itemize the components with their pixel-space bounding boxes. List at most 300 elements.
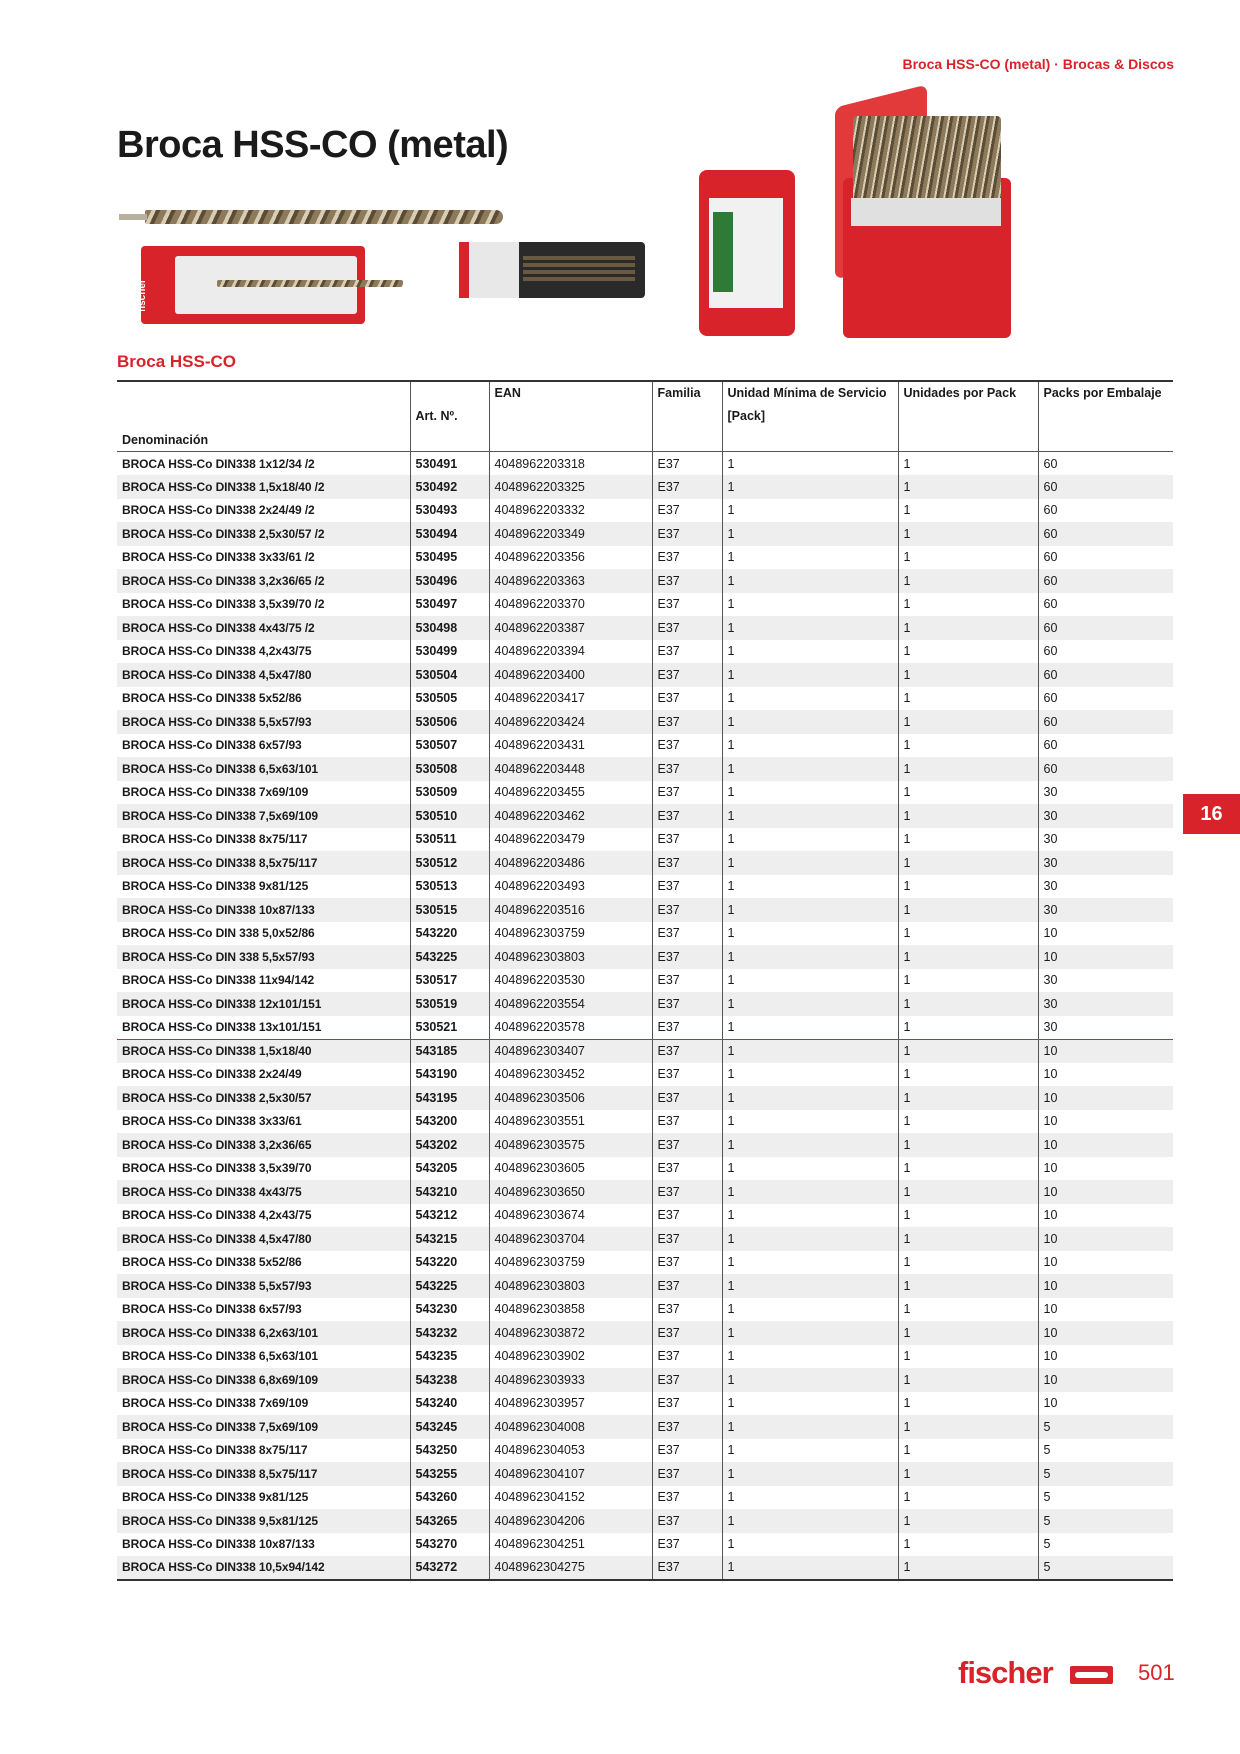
unidad-minima-cell: 1: [722, 1016, 898, 1040]
denominacion-cell: BROCA HSS-Co DIN338 11x94/142: [117, 969, 410, 993]
denominacion-cell: BROCA HSS-Co DIN338 7,5x69/109: [117, 1415, 410, 1439]
table-row: [117, 616, 1173, 640]
art-number-cell: 543220: [410, 1251, 489, 1275]
table-row: [117, 851, 1173, 875]
unidad-minima-cell: 1: [722, 828, 898, 852]
art-number-cell: 530508: [410, 757, 489, 781]
unidades-pack-cell: 1: [898, 1157, 1038, 1181]
table-row: [117, 1392, 1173, 1416]
ean-cell: 4048962303759: [489, 1251, 652, 1275]
denominacion-cell: BROCA HSS-Co DIN338 12x101/151: [117, 992, 410, 1016]
unidades-pack-cell: 1: [898, 1086, 1038, 1110]
ean-cell: 4048962303858: [489, 1298, 652, 1322]
familia-cell: E37: [652, 1321, 722, 1345]
ean-cell: 4048962203387: [489, 616, 652, 640]
table-row: [117, 499, 1173, 523]
table-row: [117, 922, 1173, 946]
table-row: [117, 1063, 1173, 1087]
art-number-cell: 543230: [410, 1298, 489, 1322]
table-row: [117, 1439, 1173, 1463]
brand-logo-icon: [1070, 1666, 1113, 1684]
unidad-minima-cell: 1: [722, 1368, 898, 1392]
blister-pack-image: [137, 246, 365, 324]
ean-cell: 4048962304251: [489, 1533, 652, 1557]
art-number-cell: 530515: [410, 898, 489, 922]
table-row: [117, 1486, 1173, 1510]
unidades-pack-cell: 1: [898, 828, 1038, 852]
ean-cell: 4048962303506: [489, 1086, 652, 1110]
unidad-minima-cell: 1: [722, 1227, 898, 1251]
page-title: Broca HSS-CO (metal): [117, 124, 509, 166]
packs-embalaje-cell: 60: [1038, 475, 1173, 499]
familia-cell: E37: [652, 1157, 722, 1181]
table-row: [117, 687, 1173, 711]
packs-embalaje-cell: 60: [1043, 738, 1058, 753]
table-row: [117, 1274, 1173, 1298]
familia-cell: E37: [652, 710, 722, 734]
table-row: [117, 945, 1173, 969]
ean-cell: 4048962203479: [489, 828, 652, 852]
familia-cell: E37: [652, 1462, 722, 1486]
familia-cell: E37: [652, 1086, 722, 1110]
packs-embalaje-cell: 60: [1038, 757, 1173, 781]
header-art: Art. Nº.: [410, 405, 489, 429]
unidades-pack-cell: 1: [898, 1415, 1038, 1439]
table-row: [117, 757, 1173, 781]
product-images: [117, 100, 1017, 350]
table-row: [117, 804, 1173, 828]
unidad-minima-cell: 1: [722, 1556, 898, 1580]
denominacion-cell: BROCA HSS-Co DIN338 4,5x47/80: [117, 663, 410, 687]
familia-cell: E37: [652, 1298, 722, 1322]
packs-embalaje-cell: 60: [1038, 569, 1173, 593]
table-row: [117, 1110, 1173, 1134]
denominacion-cell: BROCA HSS-Co DIN338 7x69/109: [117, 1392, 410, 1416]
ean-cell: 4048962303452: [489, 1063, 652, 1087]
product-table: [117, 380, 1173, 1581]
art-number-cell: 543205: [410, 1157, 489, 1181]
packs-embalaje-cell: 60: [1038, 710, 1173, 734]
art-number-cell: 530521: [410, 1016, 489, 1040]
denominacion-cell: BROCA HSS-Co DIN338 5x52/86: [117, 687, 410, 711]
ean-cell: 4048962203455: [489, 781, 652, 805]
ean-cell: 4048962203578: [489, 1016, 652, 1040]
packs-embalaje-cell: 10: [1043, 1302, 1058, 1317]
art-number-cell: 543210: [410, 1180, 489, 1204]
art-number-cell: 543220: [410, 922, 489, 946]
familia-cell: E37: [652, 828, 722, 852]
art-number-cell: 530507: [410, 734, 489, 758]
art-number-cell: 543260: [410, 1486, 489, 1510]
denominacion-cell: BROCA HSS-Co DIN 338 5,0x52/86: [117, 922, 410, 946]
packs-embalaje-cell: 10: [1043, 1161, 1058, 1176]
metal-case-tray: [851, 198, 1001, 226]
table-row: [117, 1039, 1173, 1063]
familia-cell: E37: [652, 1063, 722, 1087]
unidad-minima-cell: 1: [722, 734, 898, 758]
denominacion-cell: BROCA HSS-Co DIN338 3x33/61: [117, 1110, 410, 1134]
packs-embalaje-cell: 5: [1038, 1415, 1173, 1439]
table-row: [117, 1227, 1173, 1251]
ean-cell: 4048962303933: [489, 1368, 652, 1392]
art-number-cell: 530497: [410, 593, 489, 617]
denominacion-cell: BROCA HSS-Co DIN338 8x75/117: [117, 828, 410, 852]
blister-drill-bit: [217, 280, 403, 287]
denominacion-cell: BROCA HSS-Co DIN338 10,5x94/142: [117, 1556, 410, 1580]
unidades-pack-cell: 1: [898, 1368, 1038, 1392]
unidades-pack-cell: 1: [898, 710, 1038, 734]
unidad-minima-cell: 1: [722, 1086, 898, 1110]
header-cell-empty: [489, 405, 652, 429]
unidad-minima-cell: 1: [722, 1533, 898, 1557]
table-row: [117, 1415, 1173, 1439]
packs-embalaje-cell: 10: [1038, 1180, 1173, 1204]
unidades-pack-cell: 1: [898, 804, 1038, 828]
familia-cell: E37: [652, 616, 722, 640]
page-number: 501: [1138, 1660, 1175, 1685]
denominacion-cell: BROCA HSS-Co DIN338 8x75/117: [117, 1439, 410, 1463]
familia-cell: E37: [652, 1439, 722, 1463]
familia-cell: E37: [652, 804, 722, 828]
ean-cell: 4048962203431: [489, 734, 652, 758]
familia-cell: E37: [652, 781, 722, 805]
unidades-pack-cell: 1: [898, 851, 1038, 875]
art-number-cell: 543250: [410, 1439, 489, 1463]
unidad-minima-cell: 1: [722, 1039, 898, 1063]
art-number-cell: 530492: [410, 475, 489, 499]
unidad-minima-cell: 1: [722, 1392, 898, 1416]
familia-cell: E37: [652, 1345, 722, 1369]
table-row: [117, 1157, 1173, 1181]
packs-embalaje-cell: 10: [1043, 926, 1058, 941]
packs-embalaje-cell: 10: [1038, 1133, 1173, 1157]
brand-logo: fischer: [958, 1655, 1053, 1690]
unidad-minima-cell: 1: [722, 475, 898, 499]
art-number-cell: 530519: [410, 992, 489, 1016]
denominacion-cell: BROCA HSS-Co DIN338 9,5x81/125: [117, 1509, 410, 1533]
table-row: [117, 546, 1173, 570]
unidades-pack-cell: 1: [898, 922, 1038, 946]
table-row: [117, 898, 1173, 922]
unidad-minima-cell: 1: [722, 969, 898, 993]
table-row: [117, 663, 1173, 687]
unidades-pack-cell: 1: [898, 1392, 1038, 1416]
table-row: [117, 1251, 1173, 1275]
unidades-pack-cell: 1: [898, 1133, 1038, 1157]
table-row: [117, 1345, 1173, 1369]
ean-cell: 4048962303803: [489, 945, 652, 969]
denominacion-cell: BROCA HSS-Co DIN338 1x12/34 /2: [117, 452, 410, 476]
unidad-minima-cell: 1: [722, 898, 898, 922]
table-row: [117, 1556, 1173, 1580]
art-number-cell: 543225: [410, 945, 489, 969]
ean-cell: 4048962303872: [489, 1321, 652, 1345]
unidades-pack-cell: 1: [898, 687, 1038, 711]
ean-cell: 4048962203394: [489, 640, 652, 664]
packs-embalaje-cell: 30: [1038, 898, 1173, 922]
unidad-minima-cell: 1: [722, 1157, 898, 1181]
packs-embalaje-cell: 10: [1038, 1086, 1173, 1110]
table-row: [117, 1509, 1173, 1533]
unidades-pack-cell: 1: [898, 522, 1038, 546]
unidades-pack-cell: 1: [898, 969, 1038, 993]
ean-cell: 4048962203424: [489, 710, 652, 734]
table-row: [117, 875, 1173, 899]
header-cell-empty: [652, 428, 722, 452]
table-row: [117, 828, 1173, 852]
familia-cell: E37: [652, 687, 722, 711]
art-number-cell: 543202: [410, 1133, 489, 1157]
art-number-cell: 543215: [410, 1227, 489, 1251]
denominacion-cell: BROCA HSS-Co DIN338 10x87/133: [117, 898, 410, 922]
denominacion-cell: BROCA HSS-Co DIN338 9x81/125: [117, 1486, 410, 1510]
familia-cell: E37: [652, 969, 722, 993]
ean-cell: 4048962203400: [489, 663, 652, 687]
art-number-cell: 530495: [410, 546, 489, 570]
art-number-cell: 530506: [410, 710, 489, 734]
ean-cell: 4048962203417: [489, 687, 652, 711]
denominacion-cell: BROCA HSS-Co DIN338 4,5x47/80: [117, 1227, 410, 1251]
art-number-cell: 530513: [410, 875, 489, 899]
unidad-minima-cell: 1: [722, 1133, 898, 1157]
ean-cell: 4048962203349: [489, 522, 652, 546]
denominacion-cell: BROCA HSS-Co DIN338 3,2x36/65: [117, 1133, 410, 1157]
header-unidades-pack: Unidades por Pack: [898, 381, 1038, 405]
packs-embalaje-cell: 10: [1043, 1067, 1058, 1082]
denominacion-cell: BROCA HSS-Co DIN338 6,2x63/101: [117, 1321, 410, 1345]
table-row: [117, 1204, 1173, 1228]
packs-embalaje-cell: 10: [1043, 1255, 1058, 1270]
ean-cell: 4048962203363: [489, 569, 652, 593]
ean-cell: 4048962304152: [489, 1486, 652, 1510]
art-number-cell: 543240: [410, 1392, 489, 1416]
ean-cell: 4048962304053: [489, 1439, 652, 1463]
unidad-minima-cell: 1: [722, 569, 898, 593]
ean-cell: 4048962303957: [489, 1392, 652, 1416]
ean-cell: 4048962203530: [489, 969, 652, 993]
art-number-cell: 530499: [410, 640, 489, 664]
denominacion-cell: BROCA HSS-Co DIN338 7,5x69/109: [117, 804, 410, 828]
art-number-cell: 530498: [410, 616, 489, 640]
header-denominacion: Denominación: [117, 428, 410, 452]
denominacion-cell: BROCA HSS-Co DIN 338 5,5x57/93: [117, 945, 410, 969]
table-header-row: [117, 428, 1173, 452]
unidades-pack-cell: 1: [898, 781, 1038, 805]
unidades-pack-cell: 1: [898, 1016, 1038, 1040]
unidad-minima-cell: 1: [722, 851, 898, 875]
unidades-pack-cell: 1: [898, 1533, 1038, 1557]
unidad-minima-cell: 1: [722, 640, 898, 664]
denominacion-cell: BROCA HSS-Co DIN338 5x52/86: [117, 1251, 410, 1275]
packs-embalaje-cell: 10: [1043, 1114, 1058, 1129]
packs-embalaje-cell: 60: [1043, 456, 1058, 471]
table-header-row: [117, 405, 1173, 429]
table-row: [117, 475, 1173, 499]
unidades-pack-cell: 1: [898, 475, 1038, 499]
unidades-pack-cell: 1: [898, 452, 1038, 476]
ean-cell: 4048962203448: [489, 757, 652, 781]
denominacion-cell: BROCA HSS-Co DIN338 8,5x75/117: [117, 851, 410, 875]
packs-embalaje-cell: 10: [1038, 1321, 1173, 1345]
plastic-pack-image: [459, 242, 645, 298]
packs-embalaje-cell: 30: [1043, 973, 1058, 988]
packs-embalaje-cell: 5: [1043, 1490, 1051, 1505]
denominacion-cell: BROCA HSS-Co DIN338 3,2x36/65 /2: [117, 569, 410, 593]
ean-cell: 4048962303759: [489, 922, 652, 946]
ean-cell: 4048962203554: [489, 992, 652, 1016]
unidades-pack-cell: 1: [898, 875, 1038, 899]
ean-cell: 4048962203356: [489, 546, 652, 570]
familia-cell: E37: [652, 569, 722, 593]
unidades-pack-cell: 1: [898, 1345, 1038, 1369]
denominacion-cell: BROCA HSS-Co DIN338 2,5x30/57: [117, 1086, 410, 1110]
ean-cell: 4048962203486: [489, 851, 652, 875]
header-packs-embalaje: Packs por Embalaje: [1038, 381, 1173, 405]
denominacion-cell: BROCA HSS-Co DIN338 8,5x75/117: [117, 1462, 410, 1486]
unidad-minima-cell: 1: [722, 781, 898, 805]
table-row: [117, 992, 1173, 1016]
packs-embalaje-cell: 60: [1038, 522, 1173, 546]
header-unidad-pack: [Pack]: [722, 405, 898, 429]
art-number-cell: 530504: [410, 663, 489, 687]
packs-embalaje-cell: 10: [1043, 1396, 1058, 1411]
familia-cell: E37: [652, 757, 722, 781]
familia-cell: E37: [652, 452, 722, 476]
table-row: [117, 1298, 1173, 1322]
ean-cell: 4048962203462: [489, 804, 652, 828]
unidades-pack-cell: 1: [898, 499, 1038, 523]
art-number-cell: 543272: [410, 1556, 489, 1580]
small-case-image: [699, 170, 795, 336]
packs-embalaje-cell: 10: [1043, 1208, 1058, 1223]
ean-cell: 4048962304206: [489, 1509, 652, 1533]
unidad-minima-cell: 1: [722, 616, 898, 640]
denominacion-cell: BROCA HSS-Co DIN338 10x87/133: [117, 1533, 410, 1557]
packs-embalaje-cell: 5: [1043, 1537, 1051, 1552]
table-row: [117, 1462, 1173, 1486]
header-cell-empty: [652, 405, 722, 429]
packs-embalaje-cell: 60: [1043, 597, 1058, 612]
ean-cell: 4048962303551: [489, 1110, 652, 1134]
ean-cell: 4048962304107: [489, 1462, 652, 1486]
ean-cell: 4048962203332: [489, 499, 652, 523]
denominacion-cell: BROCA HSS-Co DIN338 13x101/151: [117, 1016, 410, 1040]
packs-embalaje-cell: 60: [1043, 691, 1058, 706]
familia-cell: E37: [652, 1180, 722, 1204]
unidades-pack-cell: 1: [898, 757, 1038, 781]
ean-cell: 4048962303704: [489, 1227, 652, 1251]
unidades-pack-cell: 1: [898, 1486, 1038, 1510]
table-row: [117, 640, 1173, 664]
header-unidad-minima: Unidad Mínima de Servicio: [722, 381, 898, 405]
familia-cell: E37: [652, 475, 722, 499]
ean-cell: 4048962203325: [489, 475, 652, 499]
section-title: Broca HSS-CO: [117, 352, 237, 371]
familia-cell: E37: [652, 1486, 722, 1510]
denominacion-cell: BROCA HSS-Co DIN338 2x24/49: [117, 1063, 410, 1087]
familia-cell: E37: [652, 945, 722, 969]
packs-embalaje-cell: 10: [1038, 1227, 1173, 1251]
unidad-minima-cell: 1: [722, 1509, 898, 1533]
familia-cell: E37: [652, 1110, 722, 1134]
familia-cell: E37: [652, 1133, 722, 1157]
denominacion-cell: BROCA HSS-Co DIN338 3x33/61 /2: [117, 546, 410, 570]
header-cell-empty: [1038, 405, 1173, 429]
denominacion-cell: BROCA HSS-Co DIN338 1,5x18/40 /2: [117, 475, 410, 499]
familia-cell: E37: [652, 546, 722, 570]
art-number-cell: 543185: [410, 1039, 489, 1063]
unidades-pack-cell: 1: [898, 1227, 1038, 1251]
ean-cell: 4048962203516: [489, 898, 652, 922]
art-number-cell: 530496: [410, 569, 489, 593]
header-cell-empty: [410, 428, 489, 452]
unidad-minima-cell: 1: [722, 710, 898, 734]
unidad-minima-cell: 1: [722, 663, 898, 687]
unidad-minima-cell: 1: [722, 945, 898, 969]
unidad-minima-cell: 1: [722, 593, 898, 617]
denominacion-cell: BROCA HSS-Co DIN338 6x57/93: [117, 734, 410, 758]
denominacion-cell: BROCA HSS-Co DIN338 4x43/75: [117, 1180, 410, 1204]
unidades-pack-cell: 1: [898, 1039, 1038, 1063]
familia-cell: E37: [652, 522, 722, 546]
packs-embalaje-cell: 5: [1043, 1443, 1051, 1458]
packs-embalaje-cell: 30: [1043, 832, 1058, 847]
denominacion-cell: BROCA HSS-Co DIN338 6,8x69/109: [117, 1368, 410, 1392]
unidades-pack-cell: 1: [898, 1274, 1038, 1298]
familia-cell: E37: [652, 663, 722, 687]
ean-cell: 4048962303605: [489, 1157, 652, 1181]
table-row: [117, 1533, 1173, 1557]
table-row: [117, 1016, 1173, 1040]
metal-case-image: [843, 178, 1011, 338]
familia-cell: E37: [652, 898, 722, 922]
table-row: [117, 1321, 1173, 1345]
ean-cell: 4048962303650: [489, 1180, 652, 1204]
familia-cell: E37: [652, 1274, 722, 1298]
denominacion-cell: BROCA HSS-Co DIN338 6x57/93: [117, 1298, 410, 1322]
header-cell-empty: [489, 428, 652, 452]
ean-cell: 4048962304008: [489, 1415, 652, 1439]
denominacion-cell: BROCA HSS-Co DIN338 6,5x63/101: [117, 1345, 410, 1369]
unidades-pack-cell: 1: [898, 1462, 1038, 1486]
denominacion-cell: BROCA HSS-Co DIN338 7x69/109: [117, 781, 410, 805]
unidades-pack-cell: 1: [898, 593, 1038, 617]
ean-cell: 4048962303575: [489, 1133, 652, 1157]
unidad-minima-cell: 1: [722, 522, 898, 546]
unidades-pack-cell: 1: [898, 546, 1038, 570]
header-familia: Familia: [652, 381, 722, 405]
art-number-cell: 530491: [410, 452, 489, 476]
table-row: [117, 1368, 1173, 1392]
packs-embalaje-cell: 10: [1043, 1349, 1058, 1364]
unidades-pack-cell: 1: [898, 640, 1038, 664]
familia-cell: E37: [652, 1556, 722, 1580]
unidad-minima-cell: 1: [722, 1204, 898, 1228]
header-ean: EAN: [489, 381, 652, 405]
familia-cell: E37: [652, 875, 722, 899]
packs-embalaje-cell: 5: [1038, 1556, 1173, 1580]
table-row: [117, 452, 1173, 476]
table-body: [117, 452, 1173, 1580]
art-number-cell: 530505: [410, 687, 489, 711]
packs-embalaje-cell: 60: [1043, 503, 1058, 518]
unidad-minima-cell: 1: [722, 1274, 898, 1298]
unidad-minima-cell: 1: [722, 452, 898, 476]
familia-cell: E37: [652, 1016, 722, 1040]
familia-cell: E37: [652, 992, 722, 1016]
art-number-cell: 530512: [410, 851, 489, 875]
table-header-row: [117, 381, 1173, 405]
